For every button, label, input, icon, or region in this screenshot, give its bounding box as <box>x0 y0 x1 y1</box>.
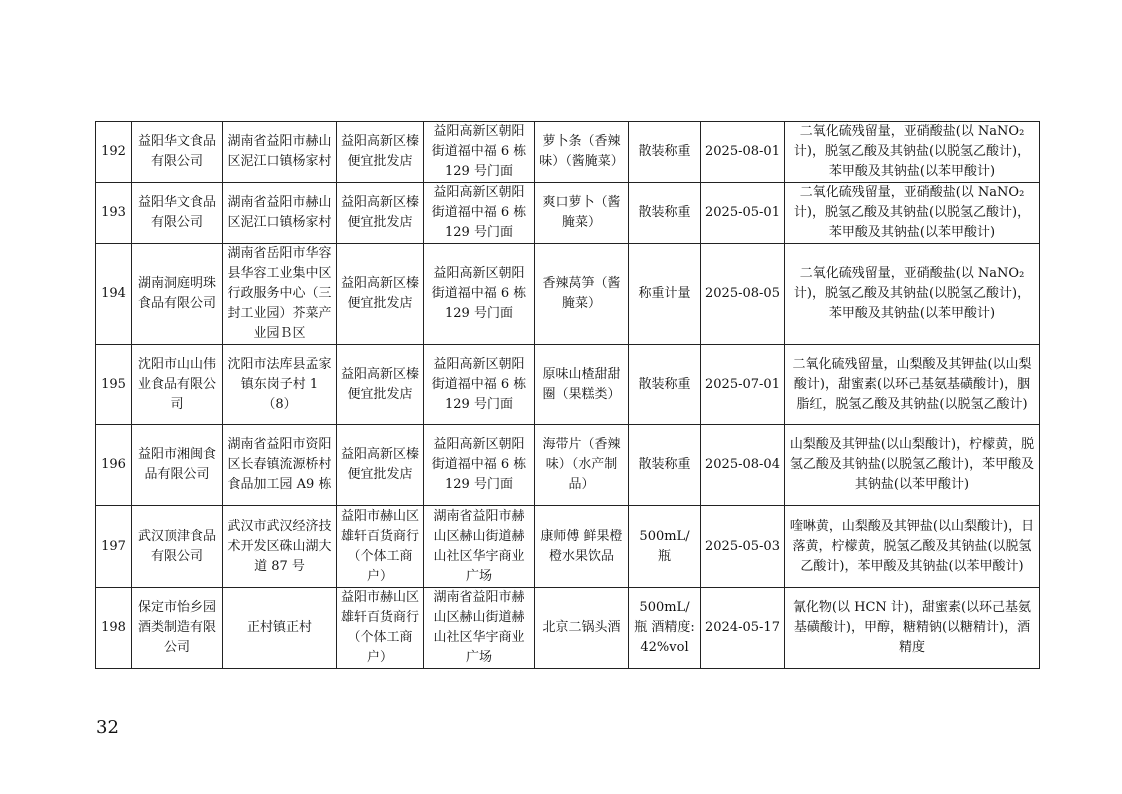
cell-product: 萝卜条（香辣味）（酱腌菜） <box>535 122 629 183</box>
cell-product: 爽口萝卜（酱腌菜） <box>535 183 629 244</box>
table-row <box>96 345 1040 425</box>
cell-no: 193 <box>96 183 132 244</box>
cell-date: 2024-05-17 <box>701 588 785 669</box>
cell-tests: 二氧化硫残留量，亚硝酸盐(以 NaNO₂计)，脱氢乙酸及其钠盐(以脱氢乙酸计)，苯甲酸及其钠盐(以苯甲酸计) <box>785 183 1040 244</box>
cell-seller: 益阳高新区榛便宜批发店 <box>337 122 424 183</box>
cell-producer-address: 湖南省益阳市赫山区泥江口镇杨家村 <box>223 122 337 183</box>
cell-date: 2025-08-05 <box>701 244 785 345</box>
cell-seller: 益阳高新区榛便宜批发店 <box>337 345 424 425</box>
table-row <box>96 122 1040 183</box>
cell-date: 2025-08-04 <box>701 425 785 506</box>
cell-producer-address: 湖南省益阳市资阳区长春镇流源桥村食品加工园 A9 栋 <box>223 425 337 506</box>
cell-seller-address: 益阳高新区朝阳街道福中福 6 栋 129 号门面 <box>424 425 535 506</box>
cell-tests: 二氧化硫残留量，山梨酸及其钾盐(以山梨酸计)，甜蜜素(以环己基氨基磺酸计)，胭脂红，脱氢乙酸及其钠盐(以脱氢乙酸计) <box>785 345 1040 425</box>
cell-seller-address: 益阳高新区朝阳街道福中福 6 栋 129 号门面 <box>424 122 535 183</box>
results-table <box>95 121 1040 669</box>
cell-tests: 二氧化硫残留量，亚硝酸盐(以 NaNO₂计)，脱氢乙酸及其钠盐(以脱氢乙酸计)，苯甲酸及其钠盐(以苯甲酸计) <box>785 122 1040 183</box>
cell-no: 194 <box>96 244 132 345</box>
cell-producer-address: 沈阳市法库县孟家镇东岗子村 1（8） <box>223 345 337 425</box>
cell-seller-address: 益阳高新区朝阳街道福中福 6 栋 129 号门面 <box>424 244 535 345</box>
table-row <box>96 244 1040 345</box>
cell-spec: 500mL/瓶 <box>629 506 701 588</box>
cell-producer: 武汉顶津食品有限公司 <box>132 506 223 588</box>
cell-spec: 称重计量 <box>629 244 701 345</box>
table-row <box>96 425 1040 506</box>
cell-no: 192 <box>96 122 132 183</box>
cell-tests: 二氧化硫残留量，亚硝酸盐(以 NaNO₂计)，脱氢乙酸及其钠盐(以脱氢乙酸计)，苯甲酸及其钠盐(以苯甲酸计) <box>785 244 1040 345</box>
cell-seller-address: 益阳高新区朝阳街道福中福 6 栋 129 号门面 <box>424 183 535 244</box>
cell-tests: 氰化物(以 HCN 计)，甜蜜素(以环己基氨基磺酸计)，甲醇，糖精钠(以糖精计)，酒精度 <box>785 588 1040 669</box>
cell-seller: 益阳高新区榛便宜批发店 <box>337 183 424 244</box>
cell-producer: 益阳华文食品有限公司 <box>132 122 223 183</box>
cell-seller: 益阳高新区榛便宜批发店 <box>337 425 424 506</box>
cell-producer: 湖南洞庭明珠食品有限公司 <box>132 244 223 345</box>
cell-spec: 散装称重 <box>629 122 701 183</box>
cell-seller: 益阳高新区榛便宜批发店 <box>337 244 424 345</box>
cell-product: 北京二锅头酒 <box>535 588 629 669</box>
cell-seller: 益阳市赫山区雄轩百货商行（个体工商户） <box>337 588 424 669</box>
cell-no: 198 <box>96 588 132 669</box>
cell-producer: 保定市怡乡园酒类制造有限公司 <box>132 588 223 669</box>
cell-date: 2025-05-03 <box>701 506 785 588</box>
cell-seller-address: 益阳高新区朝阳街道福中福 6 栋 129 号门面 <box>424 345 535 425</box>
cell-producer: 沈阳市山山伟业食品有限公司 <box>132 345 223 425</box>
cell-no: 197 <box>96 506 132 588</box>
cell-seller-address: 湖南省益阳市赫山区赫山街道赫山社区华宇商业广场 <box>424 506 535 588</box>
cell-spec: 500mL/瓶 酒精度:42%vol <box>629 588 701 669</box>
cell-tests: 山梨酸及其钾盐(以山梨酸计)，柠檬黄，脱氢乙酸及其钠盐(以脱氢乙酸计)，苯甲酸及其钠盐(以苯甲酸计) <box>785 425 1040 506</box>
cell-spec: 散装称重 <box>629 425 701 506</box>
cell-no: 195 <box>96 345 132 425</box>
cell-producer: 益阳华文食品有限公司 <box>132 183 223 244</box>
cell-product: 香辣莴笋（酱腌菜） <box>535 244 629 345</box>
cell-seller: 益阳市赫山区雄轩百货商行（个体工商户） <box>337 506 424 588</box>
cell-date: 2025-05-01 <box>701 183 785 244</box>
cell-producer-address: 湖南省岳阳市华容县华容工业集中区行政服务中心（三封工业园）芥菜产业园Ｂ区 <box>223 244 337 345</box>
cell-spec: 散装称重 <box>629 345 701 425</box>
cell-product: 康师傅 鲜果橙 橙水果饮品 <box>535 506 629 588</box>
cell-producer-address: 正村镇正村 <box>223 588 337 669</box>
cell-producer-address: 湖南省益阳市赫山区泥江口镇杨家村 <box>223 183 337 244</box>
table-row <box>96 588 1040 669</box>
cell-tests: 喹啉黄，山梨酸及其钾盐(以山梨酸计)，日落黄，柠檬黄，脱氢乙酸及其钠盐(以脱氢乙酸计)，苯甲酸及其钠盐(以苯甲酸计) <box>785 506 1040 588</box>
table-row <box>96 183 1040 244</box>
cell-date: 2025-08-01 <box>701 122 785 183</box>
cell-seller-address: 湖南省益阳市赫山区赫山街道赫山社区华宇商业广场 <box>424 588 535 669</box>
cell-spec: 散装称重 <box>629 183 701 244</box>
cell-product: 海带片（香辣味）（水产制品） <box>535 425 629 506</box>
cell-producer-address: 武汉市武汉经济技术开发区硃山湖大道 87 号 <box>223 506 337 588</box>
cell-product: 原味山楂甜甜圈（果糕类） <box>535 345 629 425</box>
table-row <box>96 506 1040 588</box>
cell-producer: 益阳市湘闽食品有限公司 <box>132 425 223 506</box>
cell-no: 196 <box>96 425 132 506</box>
page-number: 32 <box>96 717 119 738</box>
cell-date: 2025-07-01 <box>701 345 785 425</box>
